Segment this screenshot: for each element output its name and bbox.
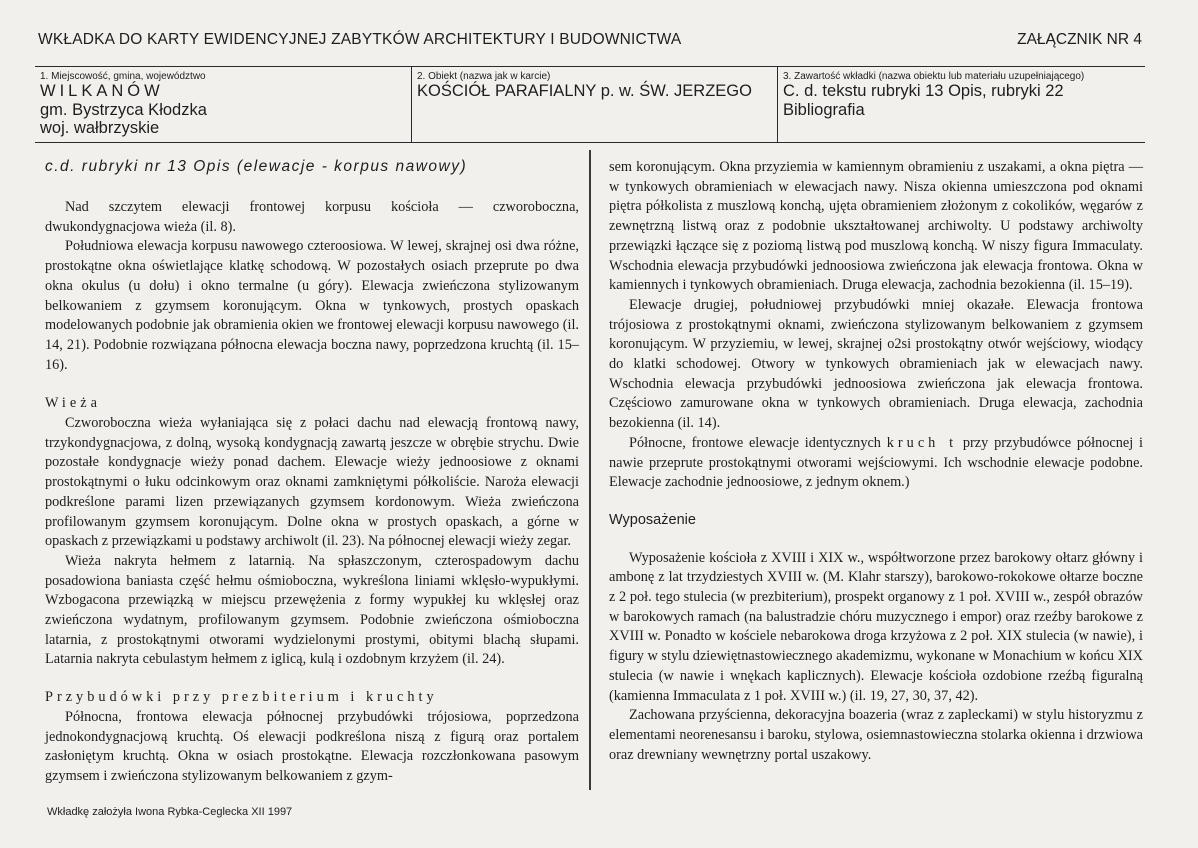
spaced-term: kruch t	[886, 434, 958, 451]
content-value: C. d. tekstu rubryki 13 Opis, rubryki 22 Bibliografia	[783, 82, 1064, 119]
object-cell	[411, 67, 777, 142]
annex-number: ZAŁĄCZNIK NR 4	[1017, 31, 1142, 48]
subheading-furnishings: Wyposażenie	[609, 511, 696, 528]
object-name: KOŚCIÓŁ PARAFIALNY p. w. ŚW. JERZEGO	[417, 82, 752, 100]
paragraph: Północna, frontowa elewacja północnej przybudówki trójosiowa, poprzedzona jednokondygnacjową kruchtą. Oś elewacji podkreślona niszą z figurą oraz portalem zasłoniętym kruchtą. Okna w osiach prostokątne. Elewacja rozczłonkowana pasowym gzymsem i zwieńczona stylizowanym belkowaniem z gzym-	[45, 708, 579, 784]
text-run: Północne, frontowe elewacje identycznych	[629, 434, 881, 451]
location-gmina: gm. Bystrzyca Kłodzka	[40, 100, 207, 119]
paragraph: Czworoboczna wieża wyłaniająca się z połaci dachu nad elewacją frontową nawy, trzykondygnacjowa, z dolną, wysoką kondygnacją zawartą jeszcze w obrębie strychu. Dwie pozostałe kondygnacje wieży ponad dachem. Elewacje wieży jednoosiowe z oknami prostokątnymi o łuku odcinkowym oraz oknami zamkniętymi półkoliście. Naroża elewacji podkreślone parami lizen przewiązanych gzymsem kordonowym. Wieża zwieńczona profilowanym gzymsem koronującym. Dolne okna w prostych opaskach, a górne w opaskach z przewiązkami u podstawy archiwolt (il. 23). Na północnej elewacji wieży zegar.	[45, 415, 579, 550]
subheading-tower: Wieża	[45, 395, 101, 412]
object-label: 2. Obiekt (nazwa jak w karcie)	[417, 71, 551, 82]
section-heading: c.d. rubryki nr 13 Opis (elewacje - korpus nawowy)	[45, 158, 468, 175]
info-table	[35, 66, 1145, 143]
paragraph: Wyposażenie kościoła z XVIII i XIX w., współtworzone przez barokowy ołtarz główny i ambonę z lat trzydziestych XVIII w. (M. Klahr starszy), barokowo-rokokowe ołtarze boczne z 2 poł. tego stulecia (w prezbiterium), prospekt organowy z 1 poł. XVIII w., zespół obrazów w barokowych ramach (na balustradzie chóru muzycznego i empor) oraz rzeźby barokowe z XVIII w. Ponadto w kościele nebarokowa droga krzyżowa z 2 poł. XIX stulecia (w nawie), i figury w stylu dziewiętnastowiecznego akademizmu, wykonane w Monachium w końcu XIX stulecia (w nawie i wnękach kaplicznych). Elewacje kościoła ozdobione rzeźbą figuralną (kamienna Immaculata z 1 poł. XVIII w.) (il. 19, 27, 30, 37, 42).	[609, 549, 1144, 704]
left-column	[45, 158, 579, 787]
paragraph	[609, 434, 1143, 493]
paragraph: sem koronującym. Okna przyziemia w kamiennym obramieniu z uszakami, a okna piętra — w tynkowych obramieniach w elewacjach nawy. Nisza okienna umieszczona pod oknami piętra półkolista z muszlową konchą, ujęta obramieniem złożonym z cokolików, węgarów z zewnętrzną listwą oraz z podobnie ukształtowanej archiwolty. U podstawy archiwolty przewiązki łączące się z poziomą listwą pod muszlową konchą. W niszy figura Immaculaty. Wschodnia elewacja przybudówki jednoosiowa zwieńczona jak elewacja frontowa. Okna w kamiennych i tynkowych obramieniach. Druga elewacja, zachodnia bezokienna (il. 15–19).	[609, 159, 1143, 294]
location-voivodeship: woj. wałbrzyskie	[40, 119, 160, 137]
content-label: 3. Zawartość wkładki (nazwa obiektu lub materiału uzupełniającego)	[783, 71, 1085, 82]
subheading-annexes: Przybudówki przy prezbiterium i kruchty	[45, 689, 438, 706]
location-name: WILKANÓW	[40, 82, 164, 100]
footer-author: Wkładkę założyła Iwona Rybka-Ceglecka XII 1997	[47, 806, 293, 818]
column-divider	[589, 150, 591, 790]
paragraph: Nad szczytem elewacji frontowej korpusu kościoła — czworoboczna, dwukondygnacjowa wieża (il. 8).	[45, 199, 579, 235]
paragraph: Zachowana przyścienna, dekoracyjna boazeria (wraz z zapleckami) w stylu historyzmu z elementami neorenesansu i baroku, stylowa, osiemnastowieczna stolarka okienna i drzwiowa oraz drewniany wewnętrzny portal uszakowy.	[609, 707, 1143, 763]
content-cell	[777, 67, 1145, 142]
paragraph: Wieża nakryta hełmem z latarnią. Na spłaszczonym, czterospadowym dachu posadowiona baniasta część hełmu ośmioboczna, wykreślona liniami wklęsło-wypukłymi. Wzbogacona przewiązką w miejscu przewężenia z formy wypukłej ku wklęsłej oraz zwieńczona wydatnym, profilowanym gzymsem. Podobnie zwieńczona ośmioboczna latarnia, z prostokątnymi otworami wydzielonymi prostymi, obitymi blachą słupami. Latarnia nakryta cebulastym hełmem z iglicą, kulą i ozdobnym krzyżem (il. 24).	[45, 552, 579, 668]
location-label: 1. Miejscowość, gmina, województwo	[40, 71, 206, 82]
location-cell	[35, 67, 411, 142]
paragraph: Południowa elewacja korpusu nawowego czteroosiowa. W lewej, skrajnej osi dwa różne, prostokątne okna oświetlające klatkę schodową. W pozostałych osiach przeprute po dwa okna okulus (u dołu) i okno termalne (u góry). Elewacja zwieńczona stylizowanym belkowaniem z gzymsem koronującym. Okna w tynkowych, prostych opaskach modelowanych podobnie jak obramienia okien we frontowej elewacji korpusu nawowego (il. 14, 21). Podobnie rozwiązana północna elewacja boczna nawy, poprzedzona kruchtą (il. 15–16).	[45, 238, 579, 373]
form-title: WKŁADKA DO KARTY EWIDENCYJNEJ ZABYTKÓW ARCHITEKTURY I BUDOWNICTWA	[38, 31, 682, 48]
right-column	[609, 158, 1143, 765]
paragraph: Elewacje drugiej, południowej przybudówki mniej okazałe. Elewacja frontowa trójosiowa z prostokątnymi oknami, zwieńczona stylizowanym belkowaniem z gzymsem koronującym. W przyziemiu, w lewej, skrajnej o2si prostokątny otwór wejściowy, wiodący do klatki schodowej. Otwory w tynkowych obramieniach jak w elewacjach nawy. Wschodnia elewacja przybudówki jednoosiowa zwieńczona jak elewacja frontowa. Częściowo zamurowane okna w tynkowych obramieniach. Druga elewacja, zachodnia bezokienna (il. 14).	[609, 296, 1143, 432]
text-run: przy przybudówce północnej i nawie przeprute prostokątnymi otworami wejściowymi. Ich wschodnie elewacje podobne. Elewacje zachodnie jednoosiowe, z jednym oknem.)	[609, 434, 1143, 491]
